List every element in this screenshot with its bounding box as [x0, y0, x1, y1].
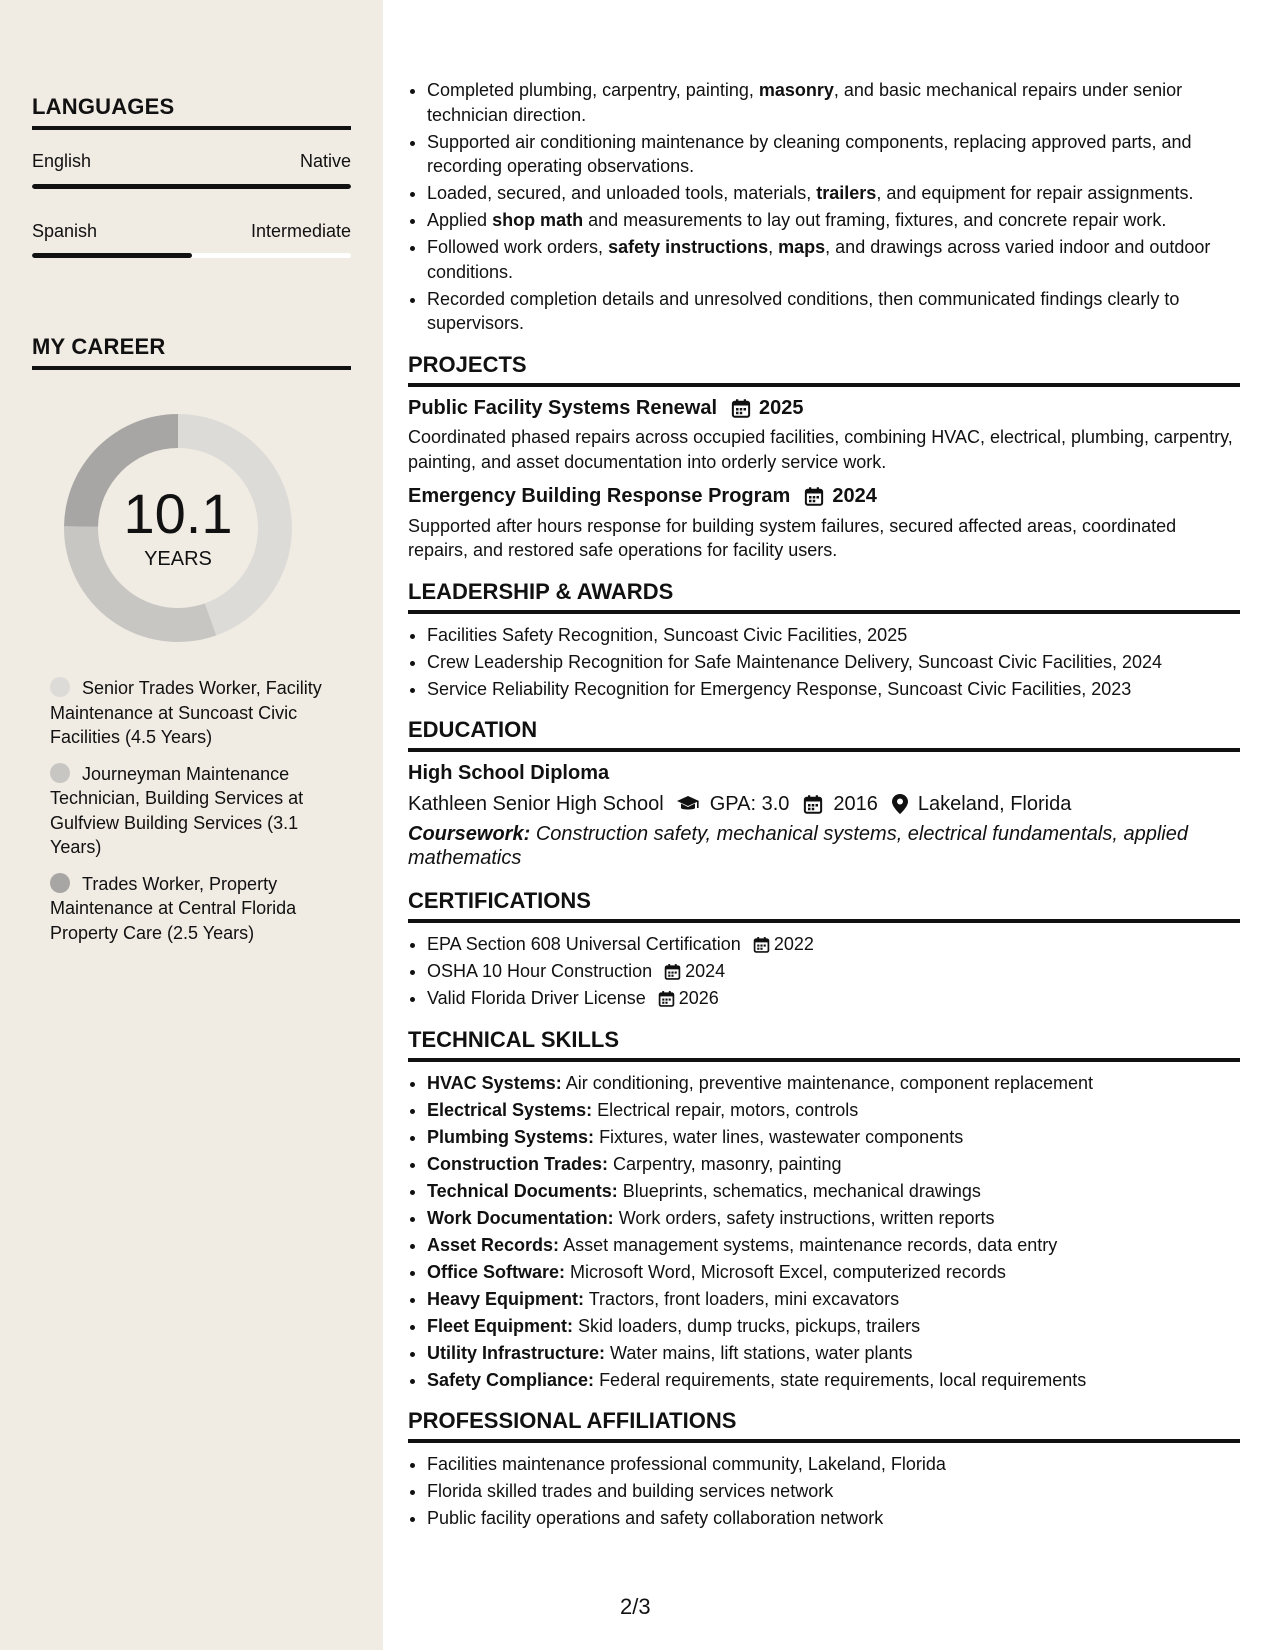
experience-bullet	[427, 78, 1240, 127]
skill-label: Heavy Equipment:	[427, 1288, 585, 1309]
language-row-spanish	[32, 221, 351, 242]
list-item: • Facilities Safety Recognition, Suncoast Civic Facilities, 2025	[427, 623, 1240, 648]
list-item	[427, 986, 1240, 1011]
skill-label: Technical Documents:	[427, 1180, 618, 1201]
bullet-text: , and equipment for repair assignments.	[876, 183, 1194, 203]
language-bar-fill	[32, 253, 192, 258]
gpa: GPA: 3.0	[709, 792, 790, 815]
career-years-total: 10.1	[123, 482, 233, 545]
school-location: Lakeland, Florida	[917, 792, 1072, 815]
cert-year: 2024	[685, 961, 726, 981]
graduation-year: 2016	[833, 792, 878, 815]
calendar-icon	[658, 990, 675, 1007]
experience-bullet	[427, 208, 1240, 233]
bold-keyword: trailers	[816, 183, 877, 203]
language-name: English	[32, 151, 92, 171]
skill-value: Tractors, front loaders, mini excavators	[588, 1288, 900, 1309]
calendar-icon	[803, 794, 823, 814]
list-item: • Service Reliability Recognition for Emergency Response, Suncoast Civic Facilities, 2023	[427, 677, 1240, 702]
skill-label: Work Documentation:	[427, 1207, 614, 1228]
calendar-icon	[664, 963, 681, 980]
experience-bullets	[408, 78, 1240, 336]
calendar-icon	[804, 486, 824, 506]
list-item	[427, 932, 1240, 957]
calendar-icon	[731, 398, 751, 418]
language-row-english	[32, 151, 351, 172]
leadership-list	[408, 623, 1240, 702]
languages-heading: LANGUAGES	[32, 94, 351, 130]
skill-value: Asset management systems, maintenance records, data entry	[563, 1234, 1058, 1255]
experience-bullet	[427, 287, 1240, 336]
bullet-text: , and basic mechanical repairs under senior technician direction.	[427, 80, 1183, 125]
career-legend-item	[50, 762, 325, 860]
cert-name: • EPA Section 608 Universal Certification	[427, 934, 741, 954]
skill-item	[427, 1287, 1240, 1312]
skill-item	[427, 1071, 1240, 1096]
project-title: Emergency Building Response Program	[408, 485, 791, 507]
bullet-text: Completed plumbing, carpentry, painting,	[427, 80, 759, 100]
project-description: Coordinated phased repairs across occupied facilities, combining HVAC, electrical, plumbing, carpentry, painting, and asset documentation into orderly service work.	[408, 427, 1233, 472]
affiliations-list	[408, 1452, 1240, 1531]
skill-label: Asset Records:	[427, 1234, 560, 1255]
skill-item	[427, 1179, 1240, 1204]
skill-label: Fleet Equipment:	[427, 1315, 574, 1336]
career-role-text: Trades Worker, Property Maintenance at Central Florida Property Care (2.5 Years)	[50, 873, 297, 943]
skill-value: Work orders, safety instructions, written reports	[618, 1207, 995, 1228]
skill-value: Carpentry, masonry, painting	[613, 1153, 842, 1174]
project-item	[408, 396, 1240, 475]
education-details	[408, 792, 1240, 817]
affiliations-heading: PROFESSIONAL AFFILIATIONS	[408, 1408, 1240, 1443]
leadership-heading: LEADERSHIP & AWARDS	[408, 579, 1240, 614]
bullet-text: and measurements to lay out framing, fixtures, and concrete repair work.	[583, 210, 1167, 230]
skill-label: Office Software:	[427, 1261, 566, 1282]
map-pin-icon	[892, 794, 908, 814]
main-content	[408, 78, 1240, 1533]
legend-dot	[50, 677, 70, 697]
bullet-text: Applied	[427, 210, 493, 230]
career-donut-chart	[64, 414, 292, 642]
skill-value: Skid loaders, dump trucks, pickups, trailers	[578, 1315, 921, 1336]
skill-label: Plumbing Systems:	[427, 1126, 595, 1147]
graduation-cap-icon	[676, 795, 700, 813]
list-item: • Florida skilled trades and building services network	[427, 1479, 1240, 1504]
bold-keyword: shop math	[492, 210, 584, 230]
skill-value: Air conditioning, preventive maintenance, component replacement	[565, 1072, 1094, 1093]
skill-label: Safety Compliance:	[427, 1369, 595, 1390]
language-bar-spanish	[32, 253, 351, 258]
skill-label: Electrical Systems:	[427, 1099, 593, 1120]
list-item	[427, 959, 1240, 984]
skill-value: Microsoft Word, Microsoft Excel, computerized records	[570, 1261, 1006, 1282]
cert-name: • OSHA 10 Hour Construction	[427, 961, 653, 981]
list-item: • Crew Leadership Recognition for Safe Maintenance Delivery, Suncoast Civic Facilities, 2024	[427, 650, 1240, 675]
skill-item	[427, 1260, 1240, 1285]
skill-item	[427, 1368, 1240, 1393]
skill-item	[427, 1314, 1240, 1339]
career-role-text: Journeyman Maintenance Technician, Building Services at Gulfview Building Services (3.1 Years)	[50, 763, 304, 857]
skill-label: Utility Infrastructure:	[427, 1342, 606, 1363]
skill-value: Federal requirements, state requirements, local requirements	[599, 1369, 1087, 1390]
skill-item	[427, 1233, 1240, 1258]
skill-value: Blueprints, schematics, mechanical drawings	[622, 1180, 981, 1201]
project-year: 2025	[759, 396, 804, 419]
list-item: • Public facility operations and safety collaboration network	[427, 1506, 1240, 1531]
cert-year: 2022	[773, 934, 814, 954]
project-description: Supported after hours response for building system failures, secured affected areas, coordinated repairs, and restored safe operations for facility users.	[408, 515, 1177, 560]
experience-bullet	[427, 181, 1240, 206]
bold-keyword: safety instructions	[608, 237, 769, 257]
calendar-icon	[753, 936, 770, 953]
language-bar-english	[32, 184, 351, 189]
career-legend	[50, 676, 325, 957]
skill-value: Electrical repair, motors, controls	[597, 1099, 859, 1120]
bullet-text: Supported air conditioning maintenance by cleaning components, replacing approved parts, and recording operating observations.	[427, 131, 1192, 176]
skill-value: Water mains, lift stations, water plants	[610, 1342, 913, 1363]
language-name: Spanish	[32, 221, 98, 241]
bullet-text: ,	[768, 237, 779, 257]
education-heading: EDUCATION	[408, 717, 1240, 752]
list-item: • Facilities maintenance professional community, Lakeland, Florida	[427, 1452, 1240, 1477]
skill-item	[427, 1341, 1240, 1366]
certifications-list	[408, 932, 1240, 1011]
skill-item	[427, 1098, 1240, 1123]
skill-item	[427, 1206, 1240, 1231]
skill-item	[427, 1152, 1240, 1177]
bullet-text: Followed work orders,	[427, 237, 609, 257]
language-bar-fill	[32, 184, 351, 189]
bold-keyword: masonry	[758, 80, 834, 100]
project-title: Public Facility Systems Renewal	[408, 396, 718, 419]
career-heading: MY CAREER	[32, 334, 351, 370]
language-level: Native	[299, 151, 351, 171]
project-item	[408, 484, 1240, 563]
skill-label: Construction Trades:	[427, 1153, 609, 1174]
skills-heading: TECHNICAL SKILLS	[408, 1027, 1240, 1062]
projects-heading: PROJECTS	[408, 352, 1240, 387]
project-year: 2024	[832, 485, 877, 507]
experience-bullet	[427, 130, 1240, 179]
legend-dot	[50, 873, 70, 893]
career-legend-item	[50, 872, 325, 946]
career-legend-item	[50, 676, 325, 750]
skill-label: HVAC Systems:	[427, 1072, 562, 1093]
language-level: Intermediate	[250, 221, 351, 241]
coursework-label: Coursework:	[408, 823, 531, 845]
legend-dot	[50, 763, 70, 783]
coursework	[408, 822, 1240, 870]
skills-list	[408, 1071, 1240, 1393]
cert-name: • Valid Florida Driver License	[427, 988, 646, 1008]
career-years-unit: YEARS	[144, 548, 212, 570]
school-name: Kathleen Senior High School	[408, 792, 664, 815]
skill-item	[427, 1125, 1240, 1150]
cert-year: 2026	[678, 988, 719, 1008]
bullet-text: Recorded completion details and unresolved conditions, then communicated findings clearly to supervisors.	[427, 288, 1180, 333]
bold-keyword: maps	[778, 237, 826, 257]
certifications-heading: CERTIFICATIONS	[408, 888, 1240, 923]
experience-bullet	[427, 235, 1240, 284]
sidebar	[0, 0, 383, 1650]
degree-title: High School Diploma	[408, 762, 610, 784]
skill-value: Fixtures, water lines, wastewater components	[599, 1126, 964, 1147]
bullet-text: , and drawings across varied indoor and outdoor conditions.	[427, 237, 1211, 282]
bullet-text: Loaded, secured, and unloaded tools, materials,	[427, 183, 817, 203]
page-number: 2/3	[620, 1594, 651, 1619]
coursework-text: Construction safety, mechanical systems, electrical fundamentals, applied mathematics	[408, 823, 1188, 869]
career-role-text: Senior Trades Worker, Facility Maintenance at Suncoast Civic Facilities (4.5 Years)	[50, 678, 322, 747]
